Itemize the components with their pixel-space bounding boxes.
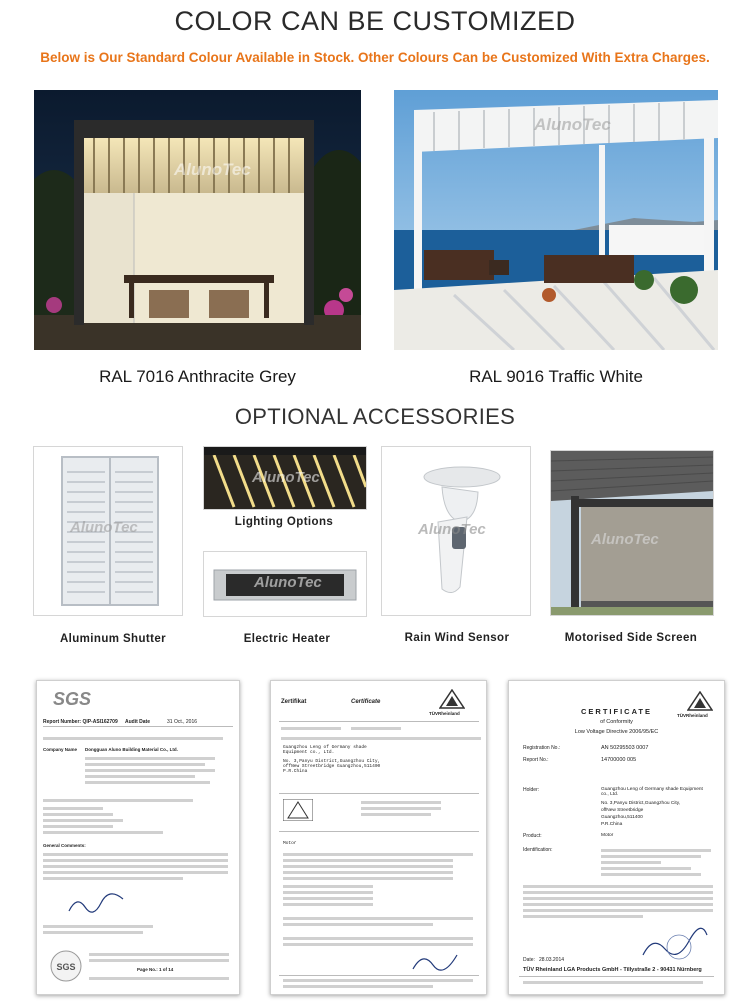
lighting-options-image (203, 446, 367, 510)
conformity-title: CERTIFICATE (580, 707, 653, 716)
watermark-text: AlunoTec (254, 574, 322, 591)
aluminum-shutter-image (33, 446, 183, 616)
electric-heater-caption: Electric Heater (243, 633, 331, 645)
report-label: Report No.: (523, 757, 549, 763)
watermark-text: AlunoTec (174, 160, 251, 179)
sgs-company-label: Company Name (43, 747, 78, 752)
sgs-audit-date: 31 Oct., 2016 (167, 719, 198, 725)
tuv-brand: TÜVRheinland (677, 713, 708, 718)
registration-number: AN 50295503 0007 (601, 745, 649, 751)
product-label: Product: (523, 833, 542, 839)
page-subtitle: Below is Our Standard Colour Available in Stock. Other Colours Can be Customized With Extra Charges. (40, 50, 710, 65)
traffic-white-photo (394, 90, 718, 350)
rain-wind-sensor-caption: Rain Wind Sensor (404, 632, 510, 644)
watermark-text: AlunoTec (252, 469, 320, 486)
date-label: Date: (523, 957, 535, 963)
registration-label: Registration No.: (523, 745, 561, 751)
page-title: COLOR CAN BE CUSTOMIZED (174, 6, 576, 36)
sgs-certificate (36, 680, 240, 995)
tuv-product: Motor (283, 841, 297, 846)
tuv-triangle-icon (439, 689, 465, 709)
sgs-page-number: Page No.: 1 of 14 (137, 967, 174, 972)
tuv-footer: TÜV Rheinland LGA Products GmbH - Tillystraße 2 - 90431 Nürnberg (523, 967, 702, 973)
holder-address-1: No. 3,Panyu District,Guangzhou City, (601, 801, 681, 806)
watermark-text: AlunoTec (70, 519, 138, 536)
motorised-side-screen-image (550, 450, 714, 616)
tuv-conformity-certificate (508, 680, 725, 995)
identification-label: Identification: (523, 847, 553, 853)
tuv-holder: Guangzhou Leng of Germany shade Equipment co., Ltd. (283, 745, 367, 755)
holder-address-2: offNew Streetbridge (601, 808, 644, 813)
traffic-white-caption: RAL 9016 Traffic White (469, 367, 643, 386)
tuv-certificate (270, 680, 487, 995)
holder-address-4: P.R.China (601, 822, 623, 827)
sgs-general-comments: General Comments: (43, 843, 86, 848)
holder-label: Holder: (523, 787, 540, 793)
tuv-address: No. 3,Panyu District,Guangzhou City, offNew Streetbridge Guangzhou,511400 P.R.China (283, 759, 381, 774)
sgs-logo: SGS (53, 689, 92, 709)
report-number: 14700000 005 (601, 757, 637, 763)
tuv-zertifikat-title: Zertifikat (281, 699, 307, 705)
watermark-text: AlunoTec (534, 115, 611, 134)
tuv-brand: TÜVRheinland (429, 711, 460, 716)
electric-heater-image (203, 551, 367, 617)
sgs-audit-date-label: Audit Date (125, 719, 150, 725)
tuv-certificate-title: Certificate (351, 699, 381, 705)
rain-wind-sensor-image (381, 446, 531, 616)
product-value: Motor (601, 833, 614, 838)
certificate-date: 28.03.2014 (539, 957, 565, 963)
anthracite-grey-photo (34, 90, 361, 350)
sgs-report-number: Report Number: QIP-ASI162709 (43, 719, 118, 725)
watermark-text: AlunoTec (418, 521, 486, 538)
holder-name: Guangzhou Leng of Germany shade Equipment co., Ltd. (601, 787, 703, 797)
sgs-company: Dongguan Aluno Building Material Co., Ltd. (85, 747, 178, 752)
lighting-options-caption: Lighting Options (234, 516, 334, 528)
aluminum-shutter-caption: Aluminum Shutter (59, 633, 167, 645)
conformity-directive: Low Voltage Directive 2006/95/EC (574, 729, 659, 735)
conformity-subtitle: of Conformity (600, 719, 633, 725)
motorised-side-screen-caption: Motorised Side Screen (564, 632, 698, 644)
holder-address-3: Guangzhou,511400 (601, 815, 643, 820)
watermark-text: AlunoTec (591, 531, 659, 548)
anthracite-grey-caption: RAL 7016 Anthracite Grey (99, 367, 296, 386)
accessories-title: OPTIONAL ACCESSORIES (234, 404, 516, 429)
svg-text:SGS: SGS (56, 962, 76, 972)
